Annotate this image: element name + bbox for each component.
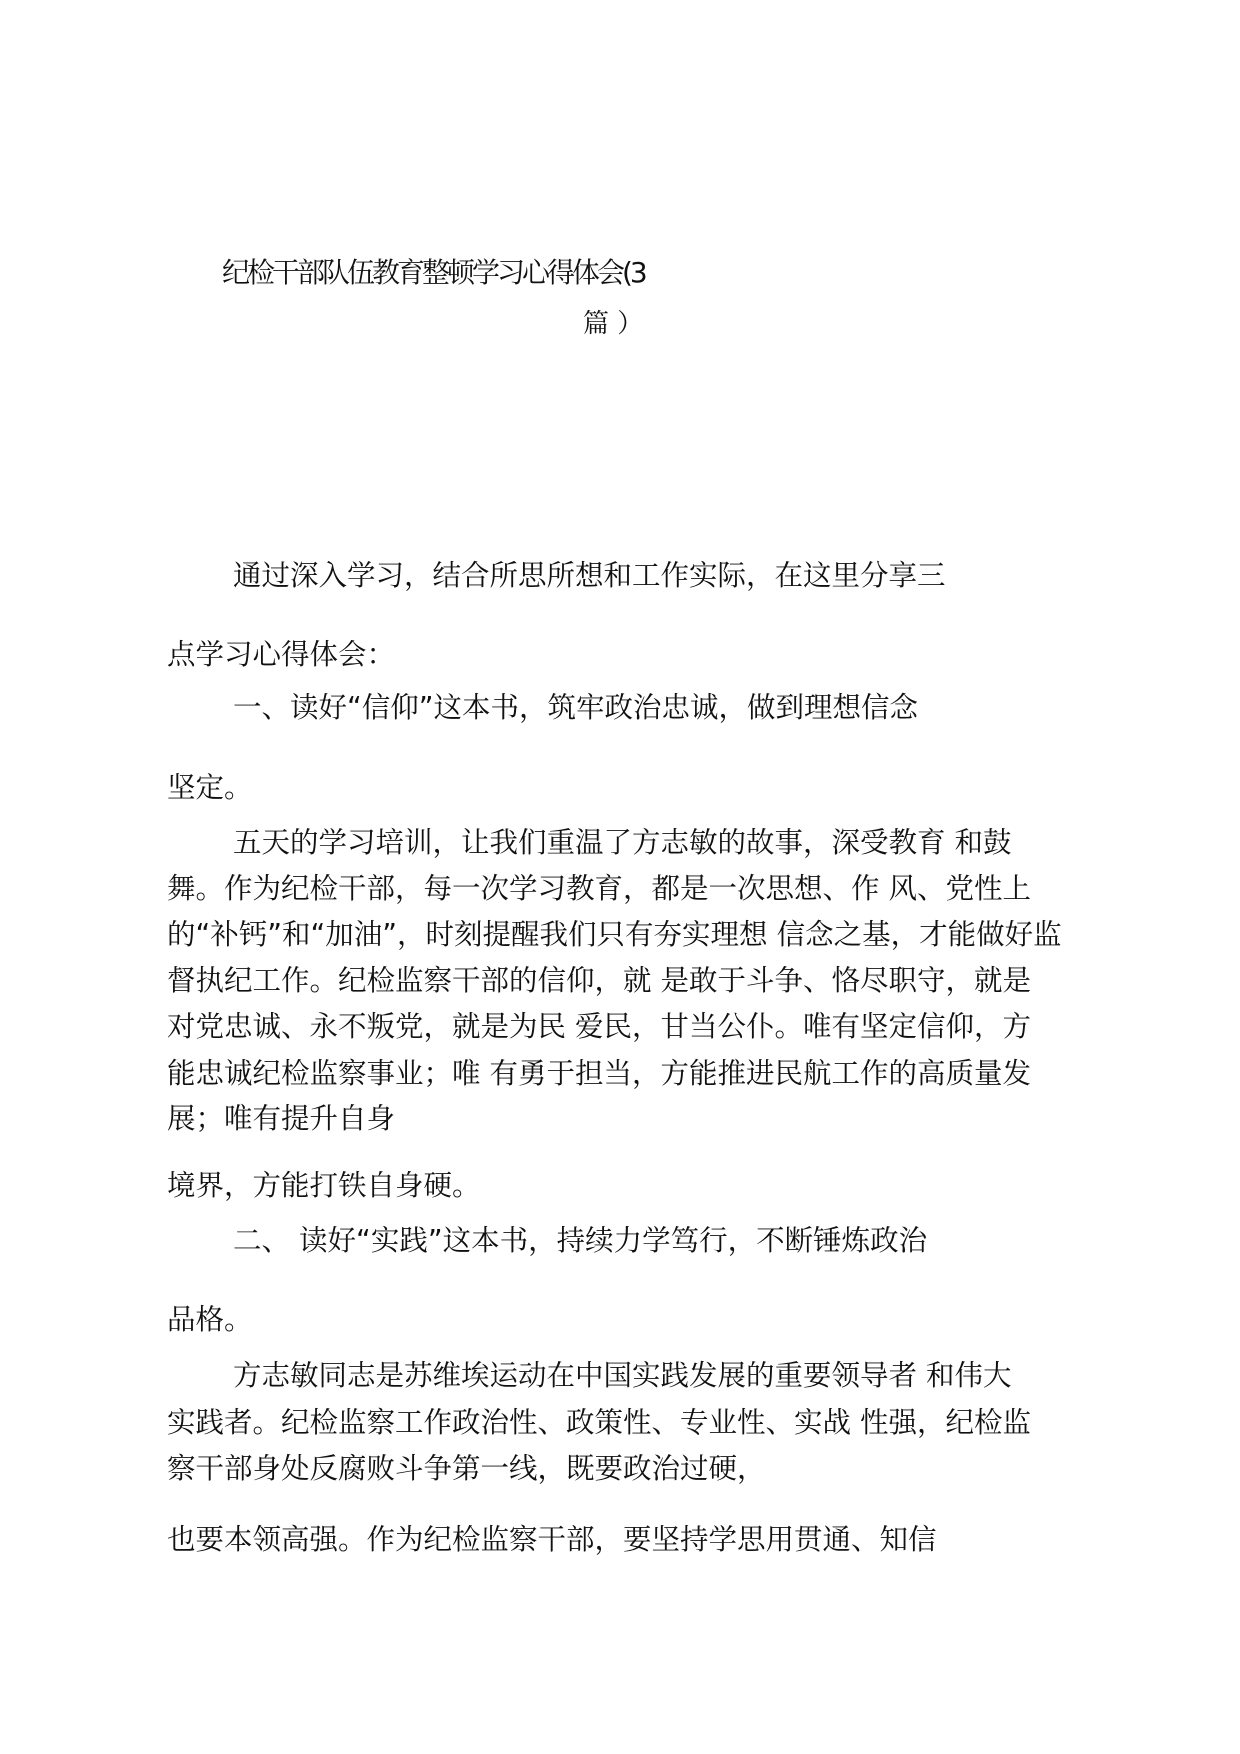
paragraph-line: 对党忠诚、永不叛党，就是为民 爱民，甘当公仆。唯有坚定信仰，方 bbox=[167, 1010, 1032, 1043]
paragraph-line: 五天的学习培训，让我们重温了方志敏的故事，深受教育 和鼓 bbox=[233, 826, 1012, 859]
paragraph-line: 境界，方能打铁自身硬。 bbox=[167, 1169, 481, 1202]
section-heading-2: 二、 读好“实践”这本书，持续力学笃行，不断锤炼政治 bbox=[233, 1224, 928, 1257]
section-heading-2-continuation: 品格。 bbox=[167, 1303, 253, 1336]
paragraph-line: 方志敏同志是苏维埃运动在中国实践发展的重要领导者 和伟大 bbox=[233, 1359, 1012, 1392]
paragraph-line: 通过深入学习，结合所思所想和工作实际，在这里分享三 bbox=[233, 559, 946, 592]
document-title-continuation: 篇 ） bbox=[583, 309, 644, 339]
document-title: 纪检干部队伍教育整顿学习心得体会(3 bbox=[222, 256, 645, 289]
paragraph-line: 也要本领高强。作为纪检监察干部，要坚持学思用贯通、知信 bbox=[167, 1523, 937, 1556]
paragraph-line: 察干部身处反腐败斗争第一线，既要政治过硬， bbox=[167, 1452, 766, 1485]
paragraph-line: 能忠诚纪检监察事业；唯 有勇于担当，方能推进民航工作的高质量发 bbox=[167, 1057, 1032, 1090]
paragraph-line: 督执纪工作。纪检监察干部的信仰，就 是敢于斗争、恪尽职守，就是 bbox=[167, 964, 1032, 997]
paragraph-line: 舞。作为纪检干部，每一次学习教育，都是一次思想、作 风、党性上 bbox=[167, 872, 1032, 905]
section-heading-1: 一、读好“信仰”这本书，筑牢政治忠诚，做到理想信念 bbox=[233, 691, 919, 724]
paragraph-line: 实践者。纪检监察工作政治性、政策性、专业性、实战 性强，纪检监 bbox=[167, 1406, 1032, 1439]
section-heading-1-continuation: 坚定。 bbox=[167, 771, 253, 804]
paragraph-line: 展；唯有提升自身 bbox=[167, 1102, 396, 1135]
paragraph-line: 的“补钙”和“加油”，时刻提醒我们只有夯实理想 信念之基，才能做好监 bbox=[167, 918, 1062, 951]
paragraph-line: 点学习心得体会： bbox=[167, 638, 396, 671]
